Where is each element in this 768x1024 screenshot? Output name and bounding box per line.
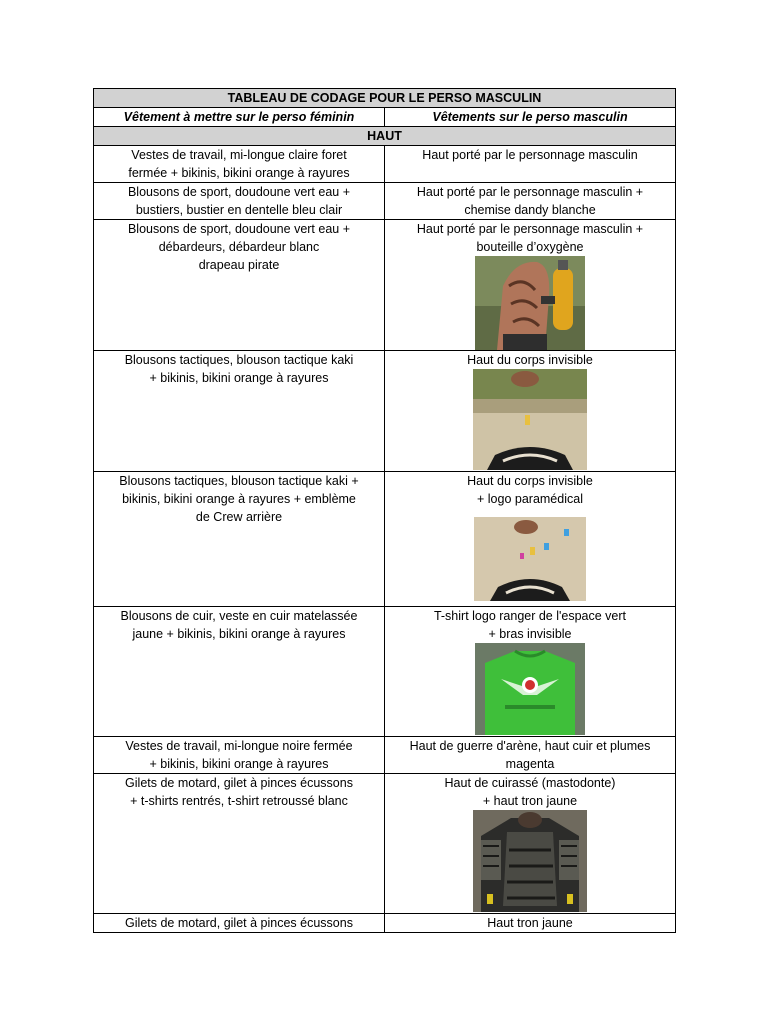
cell-line: + bikinis, bikini orange à rayures [149,371,329,385]
cell-line: + logo paramédical [477,492,583,506]
cell-line: Vestes de travail, mi-longue claire foret [131,148,347,162]
cell-line: bouteille d’oxygène [476,240,584,254]
female-cell [94,914,385,933]
male-cell [385,737,676,774]
table-row [94,774,676,914]
female-cell [94,146,385,183]
cell-line: + haut tron jaune [482,794,578,808]
cell-line: Blousons de sport, doudoune vert eau + [127,185,351,199]
cell-line: Haut porté par le personnage masculin + [416,222,644,236]
cell-line: Haut de cuirassé (mastodonte) [444,776,616,790]
armored-vest-photo [473,810,587,912]
cell-line: de Crew arrière [195,510,283,524]
table-row [94,220,676,351]
male-cell [385,220,676,351]
female-cell [94,774,385,914]
cell-line: Haut du corps invisible [467,474,593,488]
cell-line: drapeau pirate [198,258,280,272]
section-row [94,127,676,146]
cell-line: Gilets de motard, gilet à pinces écussons [125,916,353,930]
cell-line: Vestes de travail, mi-longue noire fermée [125,739,353,753]
table-row [94,914,676,933]
cell-line: débardeurs, débardeur blanc [158,240,320,254]
male-cell [385,472,676,607]
table-row [94,351,676,472]
cell-line: Haut de guerre d'arène, haut cuir et plumes [409,739,651,753]
cell-line: Blousons tactiques, blouson tactique kaki [124,353,354,367]
cell-line: fermée + bikinis, bikini orange à rayures [128,166,350,180]
cell-line: Haut porté par le personnage masculin [422,148,638,162]
cell-line: chemise dandy blanche [464,203,596,217]
cell-line: jaune + bikinis, bikini orange à rayures [132,627,346,641]
cell-line: Blousons de cuir, veste en cuir matelassée [120,609,358,623]
cell-line: bustiers, bustier en dentelle bleu clair [135,203,343,217]
table-title: TABLEAU DE CODAGE POUR LE PERSO MASCULIN [94,89,676,108]
cell-line: T-shirt logo ranger de l'espace vert [433,609,627,623]
female-cell [94,737,385,774]
cell-line: Blousons tactiques, blouson tactique kaki + [119,474,359,488]
table-row [94,472,676,607]
cell-line: Haut porté par le personnage masculin + [416,185,644,199]
table-row [94,183,676,220]
cell-line: Blousons de sport, doudoune vert eau + [127,222,351,236]
cell-line: Haut tron jaune [487,916,573,930]
cell-line: + t-shirts rentrés, t-shirt retroussé blanc [130,794,348,808]
section-title: HAUT [94,127,676,146]
cell-line: Haut du corps invisible [467,353,593,367]
invisible-torso-photo [473,369,587,470]
table-row [94,737,676,774]
male-cell [385,146,676,183]
female-cell [94,220,385,351]
green-ranger-tshirt-photo [475,643,585,735]
male-cell [385,774,676,914]
male-cell [385,183,676,220]
male-cell [385,607,676,737]
col-header-female: Vêtement à mettre sur le perso féminin [94,108,385,127]
male-cell [385,914,676,933]
paramedic-logo-photo [474,517,586,601]
table-row [94,146,676,183]
table-title-row [94,89,676,108]
oxygen-tank-photo [475,256,585,350]
female-cell [94,351,385,472]
cell-line: magenta [505,757,555,771]
col-header-male: Vêtements sur le perso masculin [385,108,676,127]
table-row [94,607,676,737]
female-cell [94,472,385,607]
cell-line: Gilets de motard, gilet à pinces écussons [125,776,353,790]
male-cell [385,351,676,472]
coding-table [93,88,676,933]
column-header-row [94,108,676,127]
cell-line: bikinis, bikini orange à rayures + emblème [122,492,356,506]
cell-line: + bikinis, bikini orange à rayures [149,757,329,771]
cell-line: + bras invisible [488,627,572,641]
female-cell [94,183,385,220]
female-cell [94,607,385,737]
